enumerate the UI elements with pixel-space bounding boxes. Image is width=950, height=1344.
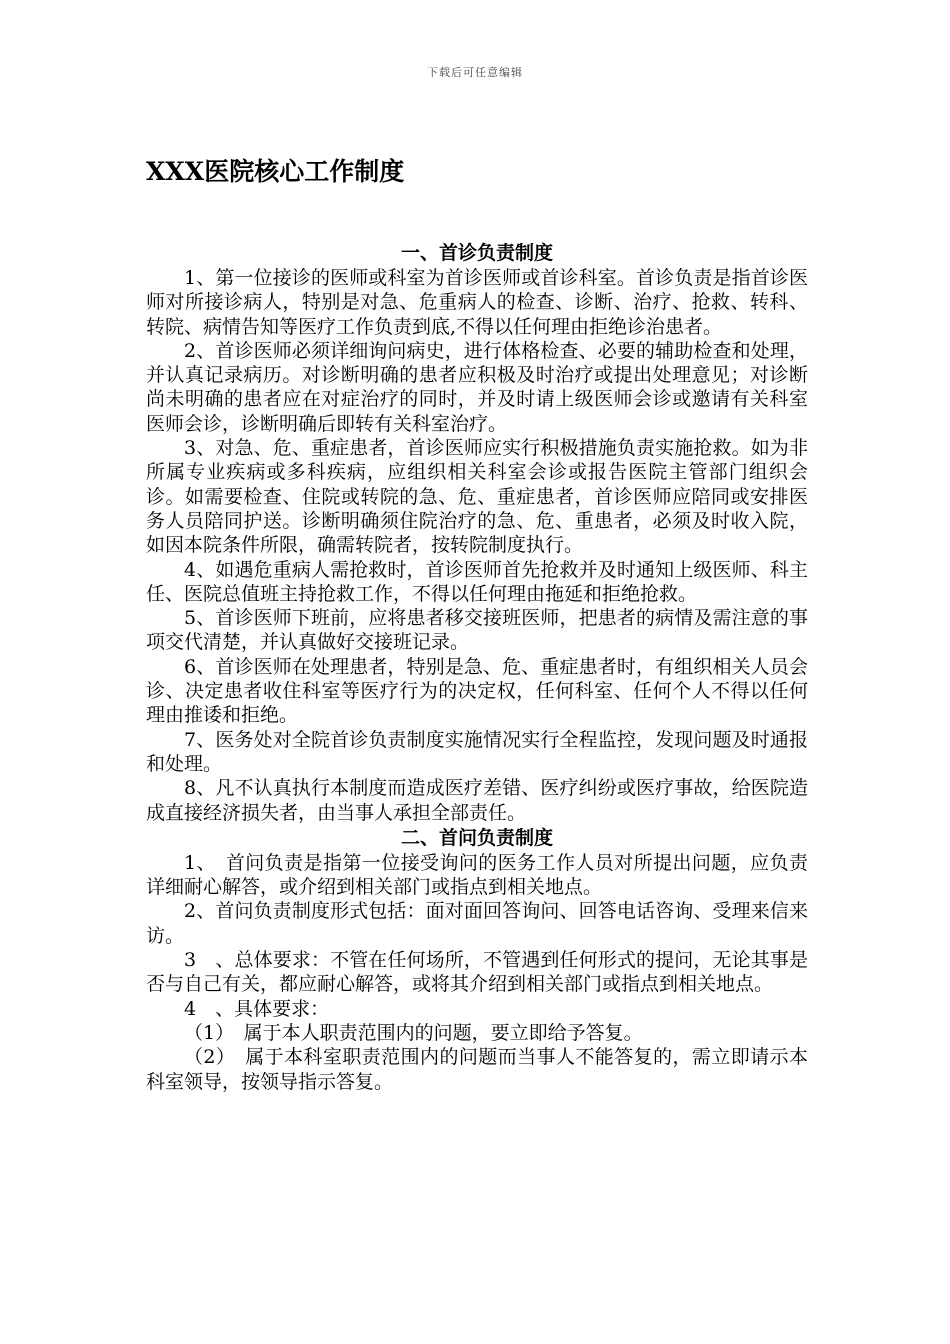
paragraph: 8、凡不认真执行本制度而造成医疗差错、医疗纠纷或医疗事故，给医院造成直接经济损失者，由当事人承担全部责任。 [146,777,808,824]
document-title: XXX医院核心工作制度 [146,157,405,186]
paragraph: 4 、具体要求： [184,997,330,1020]
paragraph: （1） 属于本人职责范围内的问题，要立即给予答复。 [184,1021,643,1044]
paragraph: 1、第一位接诊的医师或科室为首诊医师或首诊科室。首诊负责是指首诊医师对所接诊病人，特别是对急、危重病人的检查、诊断、治疗、抢救、转科、转院、病情告知等医疗工作负责到底,不得以任何理由拒绝诊治患者。 [146,267,808,338]
page-header: 下载后可任意编辑 [427,66,523,79]
paragraph: 2、首问负责制度形式包括：面对面回答询问、回答电话咨询、受理来信来访。 [146,900,808,947]
section-first-inquiry-responsibility [146,825,808,1094]
section-title: 二、首问负责制度 [400,826,553,849]
paragraph: 4、如遇危重病人需抢救时，首诊医师首先抢救并及时通知上级医师、科主任、医院总值班主持抢救工作，不得以任何理由拖延和拒绝抢救。 [146,558,808,605]
paragraph: 3、对急、危、重症患者，首诊医师应实行积极措施负责实施抢救。如为非所属专业疾病或多科疾病，应组织相关科室会诊或报告医院主管部门组织会诊。如需要检查、住院或转院的急、危、重症患者，首诊医师应陪同或安排医务人员陪同护送。诊断明确须住院治疗的急、危、重患者，必须及时收入院，如因本院条件所限，确需转院者，按转院制度执行。 [146,437,808,557]
paragraph: 6、首诊医师在处理患者，特别是急、危、重症患者时，有组织相关人员会诊、决定患者收住科室等医疗行为的决定权，任何科室、任何个人不得以任何理由推诿和拒绝。 [146,655,808,727]
section-title: 一、首诊负责制度 [400,242,553,264]
paragraph: 3 、总体要求：不管在任何场所，不管遇到任何形式的提问，无论其事是否与自己有关，都应耐心解答，或将其介绍到相关部门或指点到相关地点。 [146,949,808,996]
section-first-visit-responsibility [146,240,808,825]
paragraph: 7、医务处对全院首诊负责制度实施情况实行全程监控，发现问题及时通报和处理。 [146,728,808,775]
paragraph: 2、首诊医师必须详细询问病史，进行体格检查、必要的辅助检查和处理，并认真记录病历。对诊断明确的患者应积极及时治疗或提出处理意见；对诊断尚未明确的患者应在对症治疗的同时，并及时请上级医师会诊或邀请有关科室医师会诊，诊断明确后即转有关科室治疗。 [146,339,808,435]
paragraph: （2） 属于本科室职责范围内的问题而当事人不能答复的，需立即请示本科室领导，按领导指示答复。 [146,1046,808,1093]
document-body [146,152,808,1094]
paragraph: 1、 首问负责是指第一位接受询问的医务工作人员对所提出问题，应负责详细耐心解答，或介绍到相关部门或指点到相关地点。 [146,851,808,899]
paragraph: 5、首诊医师下班前，应将患者移交接班医师，把患者的病情及需注意的事项交代清楚，并认真做好交接班记录。 [146,607,808,654]
